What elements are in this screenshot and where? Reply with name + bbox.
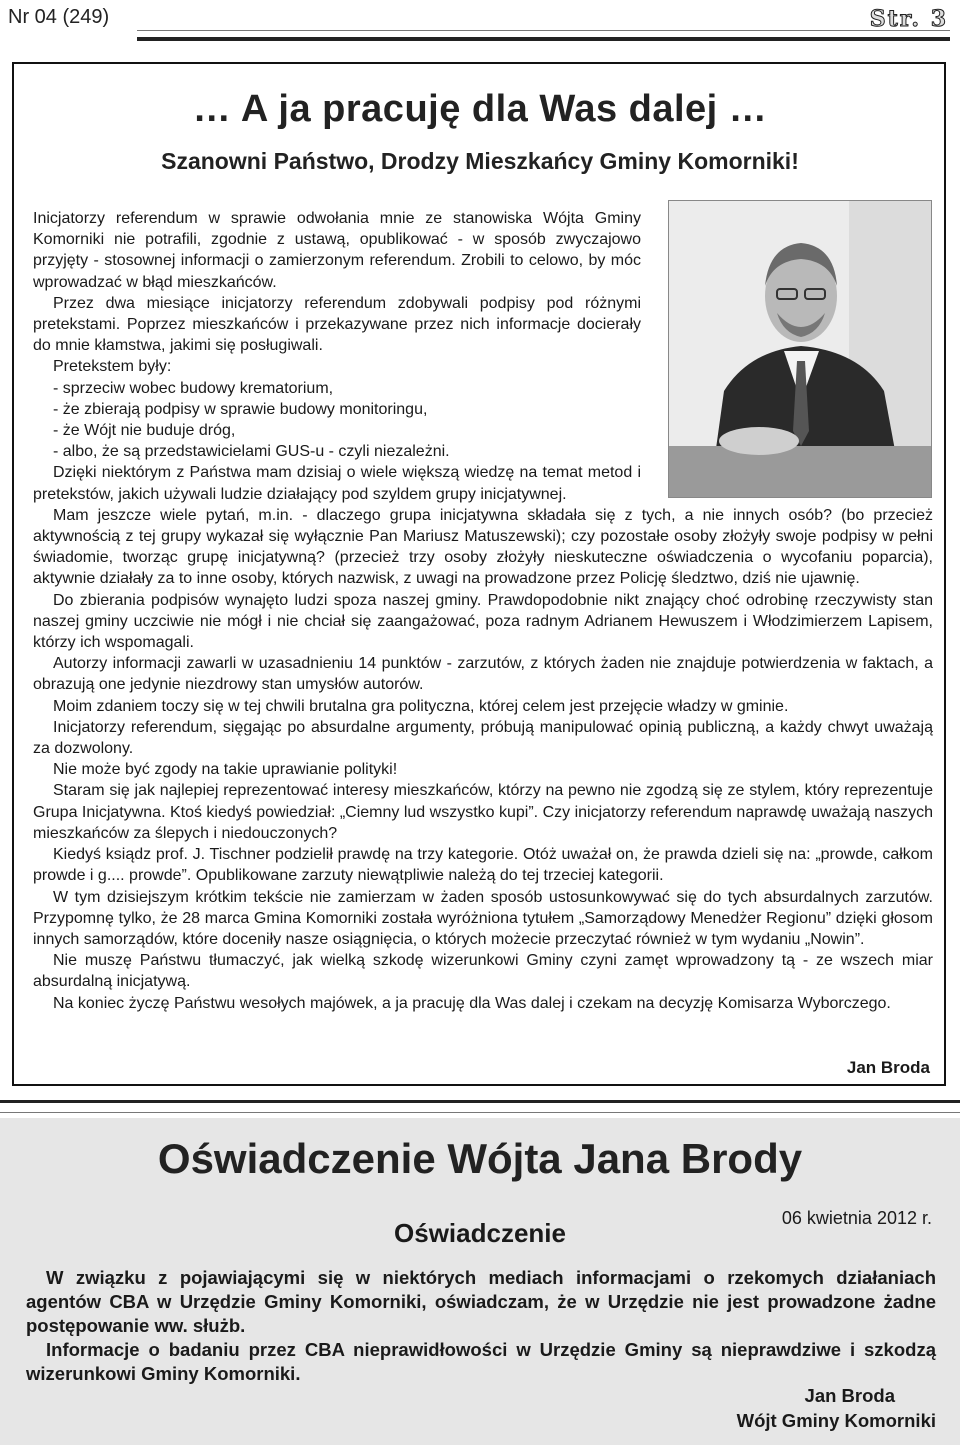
paragraph: Pretekstem były: <box>53 358 172 376</box>
page-header <box>0 0 960 40</box>
article-subtitle: Szanowni Państwo, Drodzy Mieszkańcy Gminy Komorniki! <box>161 148 799 174</box>
article-body <box>33 208 933 1014</box>
paragraph: Inicjatorzy referendum, sięgając po absurdalne argumenty, próbują manipulować opinią publiczną, a każdy chwyt uważają za dozwolony. <box>33 718 933 758</box>
page-number: Str. 3 <box>869 6 948 32</box>
header-rule-thin <box>137 30 950 31</box>
declaration-heading: Oświadczenie <box>394 1218 566 1248</box>
paragraph: Na koniec życzę Państwu wesołych majówek, a ja pracuję dla Was dalej i czekam na decyzję Komisarza Wyborczego. <box>53 994 891 1012</box>
declaration-date: 06 kwietnia 2012 r. <box>781 1208 932 1228</box>
paragraph: Dzięki niektórym z Państwa mam dzisiaj o wiele większą wiedzę na temat metod i pretekstów, jakich używali ludzie działający pod szyldem grupy inicjatywnej. <box>33 464 641 503</box>
paragraph: Przez dwa miesiące inicjatorzy referendum zdobywali podpisy pod różnymi pretekstami. Poprzez mieszkańców i przekazywane przez nich informacje docierały do mnie kłamstwa, jakimi się posługiwali. <box>33 294 641 355</box>
declaration-signature-name: Jan Broda <box>804 1385 895 1406</box>
paragraph: Staram się jak najlepiej reprezentować interesy mieszkańców, którzy na pewno nie zgodzą się ze stylem, który reprezentuje Grupa Inicjatywna. Ktoś kiedyś powiedział: „Ciemny lud wszystko kupi”. Czy inicjatorzy referendum naprawdę uważają naszych mieszkańców za ślepych i niedouczonych? <box>33 782 933 842</box>
declaration-paragraph: Informacje o badaniu przez CBA nieprawidłowości w Urzędzie Gminy są nieprawdziwe i szkodzą wizerunkowi Gminy Komorniki. <box>26 1339 936 1384</box>
paragraph: Mam jeszcze wiele pytań, m.in. - dlaczego grupa inicjatywna składała się z tych, a nie innych osób? (bo przecież aktywnością z tej grupy wykazał się wyłącznie Pan Mariusz Matuszewski); czy pozostałe osoby złożyły swoje podpisy w pełni świadomie, tworząc grupę inicjatywną? (przecież trzy osoby złożyły nieskuteczne oświadczenia o wycofaniu poparcia), aktywnie działały za to inne osoby, których nazwisk, z uwagi na prowadzone przez Policję śledztwo, dziś nie ujawnię. <box>33 506 933 588</box>
section-rule-thin <box>0 1112 960 1113</box>
article-signature: Jan Broda <box>846 1058 930 1077</box>
declaration-signature-title: Wójt Gminy Komorniki <box>736 1410 936 1431</box>
list-item: - że zbierają podpisy w sprawie budowy monitoringu, <box>53 400 428 418</box>
paragraph: Kiedyś ksiądz prof. J. Tischner podzielił prawdę na trzy kategorie. Otóż uważał on, że prawda dzieli się na: „prowde, całkom prowde i g.... prowde”. Opublikowane zarzuty niewątpliwie należą do tej trzeciej kategorii. <box>33 846 933 885</box>
declaration-box-title: Oświadczenie Wójta Jana Brody <box>157 1135 803 1182</box>
header-rule <box>137 37 950 41</box>
paragraph: Nie może być zgody na takie uprawianie polityki! <box>53 761 398 779</box>
article-narrow-column <box>33 208 641 505</box>
paragraph: Do zbierania podpisów wynajęto ludzi spoza naszej gminy. Prawdopodobnie nikt znający choć odrobinę rzeczywisty stan naszej gminy uczciwie nie mógł i nie chciał się zaangażować, poza radnym Adrianem Hewuszem i Włodzimierzem Lapisem, którzy ich wspomagali. <box>33 591 933 652</box>
list-item: - że Wójt nie buduje dróg, <box>53 422 236 440</box>
declaration-paragraph: W związku z pojawiającymi się w niektórych mediach informacjami o rzekomych działaniach agentów CBA w Urzędzie Gminy Komorniki, oświadczam, że w Urzędzie nie jest prowadzone żadne postępowanie ww. służb. <box>26 1267 936 1336</box>
paragraph: Inicjatorzy referendum w sprawie odwołania mnie ze stanowiska Wójta Gminy Komorniki nie potrafili, zgodnie z ustawą, opublikować - w sposób zwyczajowo przyjęty - stosownej informacji o zamierzonym referendum. Zrobili to celowo, by móc wprowadzać w błąd mieszkańców. <box>33 210 641 291</box>
paragraph: Autorzy informacji zawarli w uzasadnieniu 14 punktów - zarzutów, z których żaden nie znajduje potwierdzenia w faktach, a obrazują one jedynie niezdrowy stan umysłów autorów. <box>33 655 933 694</box>
issue-number: Nr 04 (249) <box>8 6 110 28</box>
declaration-body <box>26 1266 936 1386</box>
article-title: … A ja pracuję dla Was dalej … <box>192 88 768 130</box>
paragraph: Nie muszę Państwu tłumaczyć, jak wielką szkodę wizerunkowi Gminy czyni zamęt wprowadzony tą - ze wszech miar absurdalną inicjatywą. <box>33 952 933 991</box>
paragraph: Moim zdaniem toczy się w tej chwili brutalna gra polityczna, której celem jest przejęcie władzy w gminie. <box>53 697 789 715</box>
section-rule <box>0 1100 960 1103</box>
list-item: - sprzeciw wobec budowy krematorium, <box>53 379 334 397</box>
paragraph: W tym dzisiejszym krótkim tekście nie zamierzam w żaden sposób ustosunkowywać się do tych absurdalnych zarzutów. Przypomnę tylko, że 28 marca Gmina Komorniki została wyróżniona tytułem „Samorządowy Menedżer Regionu” dzięki głosom innych samorządów, które doceniły nasze osiągnięcia, o których możecie przeczytać również w tym wydaniu „Nowin”. <box>33 888 933 948</box>
list-item: - albo, że są przedstawicielami GUS-u - czyli niezależni. <box>53 443 450 461</box>
